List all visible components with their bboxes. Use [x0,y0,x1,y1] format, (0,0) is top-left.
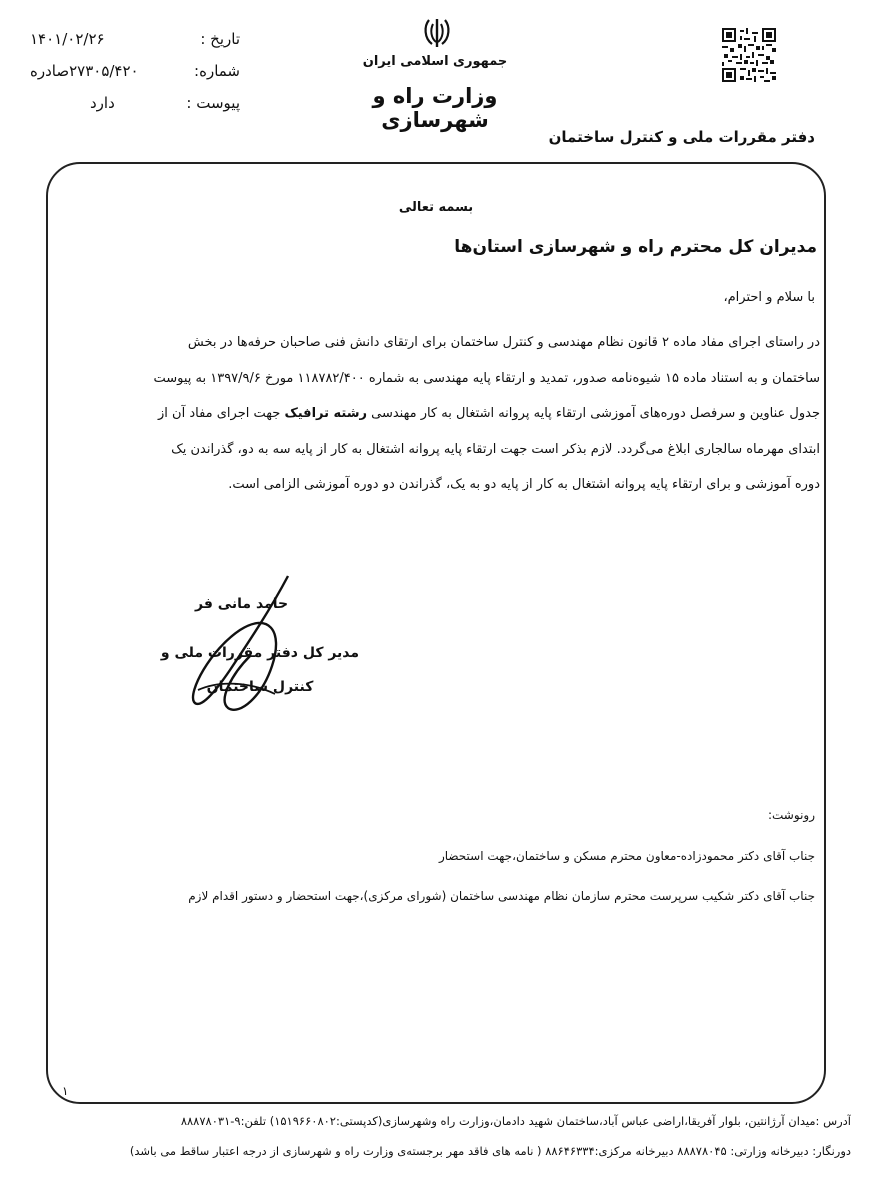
body-line: ابتدای مهرماه سالجاری ابلاغ می‌گردد. لازم بذکر است جهت ارتقاء پایه پروانه اشتغال به کار از پایه سه به دو، گذراندن یک [171,441,820,457]
letter-frame [46,162,826,1104]
date-value: ۱۴۰۱/۰۲/۲۶ [30,30,105,48]
addressee: مدیران کل محترم راه و شهرسازی استان‌ها [454,237,817,257]
footer-fax: دورنگار: دبیرخانه وزارتی: ۸۸۸۷۸۰۴۵ دبیرخانه مرکزی:۸۸۶۴۶۳۳۴ ( نامه های فاقد مهر برجسته‌ی وزارت راه و شهرسازی از درجه اعتبار ساقط می باشد) [129,1144,851,1158]
letter-body [64,325,820,503]
cc-item: جناب آقای دکتر محمودزاده-معاون محترم مسکن و ساختمان،جهت استحضار [438,849,815,863]
body-line: در راستای اجرای مفاد ماده ۲ قانون نظام مهندسی و کنترل ساختمان برای ارتقای دانش فنی صاحبان حرفه‌ها در بخش [187,335,820,350]
page-number: ۱ [62,1084,69,1098]
greeting: با سلام و احترام، [723,290,815,305]
attachment-label: پیوست : [186,94,240,112]
number-value: ۲۷۳۰۵/۴۲۰صادره [30,62,139,80]
date-label: تاریخ : [200,30,240,48]
attachment-row [30,94,240,120]
body-line: ساختمان و به استناد ماده ۱۵ شیوه‌نامه صدور، تمدید و ارتقاء پایه مهندسی به شماره ۱۱۸۷۸۲/۴۰۰ مورخ ۱۳۹۷/۹/۶ به پیوست [153,370,820,386]
date-row [30,30,240,56]
office-title: دفتر مقررات ملی و کنترل ساختمان [548,128,815,146]
cc-label: رونوشت: [767,808,815,822]
body-text: جهت اجرای مفاد آن از [158,406,281,421]
body-line: دوره آموزشی و برای ارتقاء پایه پروانه اشتغال به کار از پایه دو به یک، گذراندن دو دوره آموزشی الزامی است. [228,477,820,492]
qr-code-icon [722,28,776,82]
body-line-with-highlight [64,396,820,432]
traffic-discipline: رشته ترافیک [284,406,367,421]
ministry-title: وزارت راه و شهرسازی [372,84,498,132]
cc-item: جناب آقای دکتر شکیب سرپرست محترم سازمان نظام مهندسی ساختمان (شورای مرکزی)،جهت استحضار و دستور اقدام لازم [188,889,815,903]
attachment-value: دارد [90,94,115,112]
bismillah: بسمه تعالی [398,200,474,215]
number-label: شماره: [194,62,240,80]
footer-address: آدرس :میدان آرژانتین، بلوار آفریقا،اراضی عباس آباد،ساختمان شهید دادمان،وزارت راه وشهرسازی(کدپستی:۱۵۱۹۶۶۰۸۰۲) تلفن:۹-۸۸۸۷۸۰۳۱ [180,1114,851,1128]
signatory-title: مدیر کل دفتر مقررات ملی و کنترل ساختمان [160,645,360,695]
republic-title: جمهوری اسلامی ایران [362,54,508,69]
iran-emblem-icon [420,16,454,50]
signatory-name: حامد مانی فر [195,596,289,612]
number-row [30,62,240,88]
body-text: جدول عناوین و سرفصل دوره‌های آموزشی ارتقاء پایه پروانه اشتغال به کار مهندسی [371,406,820,421]
